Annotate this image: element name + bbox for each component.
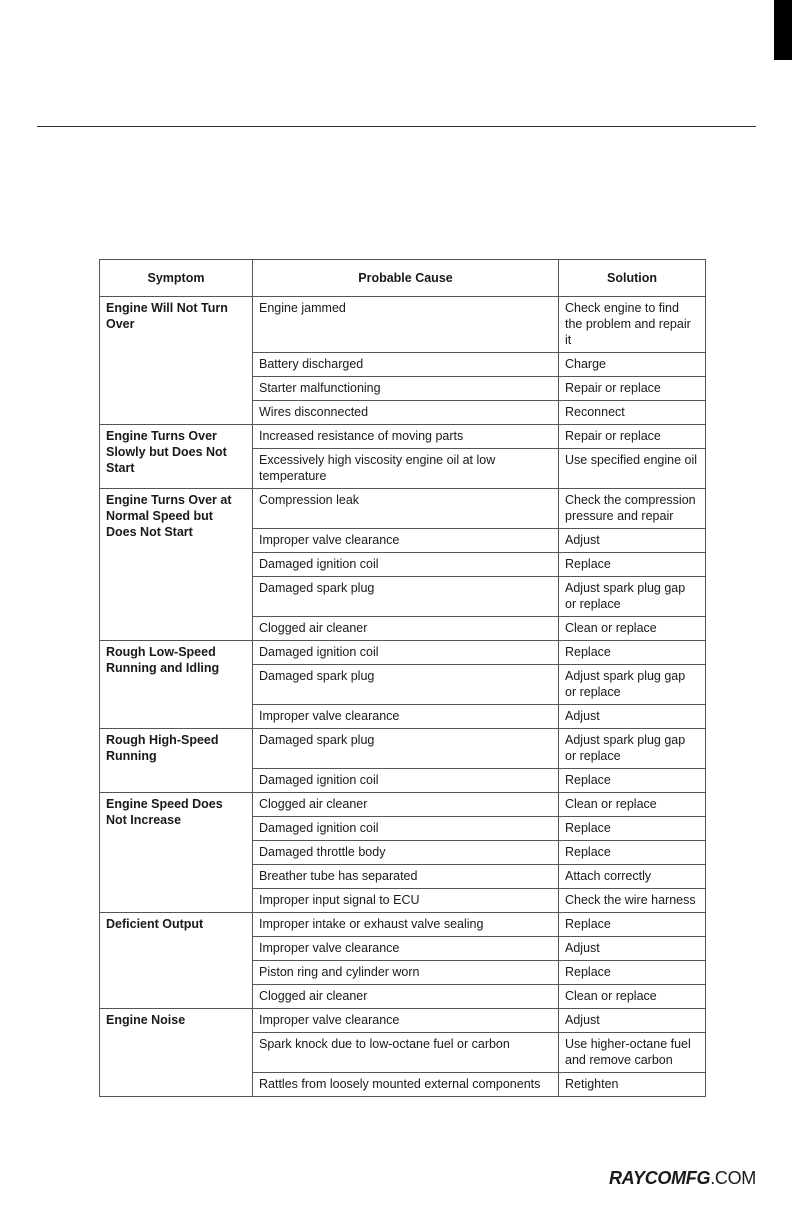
solution-cell: Adjust <box>559 705 706 729</box>
cause-cell: Excessively high viscosity engine oil at low temperature <box>253 449 559 489</box>
cause-cell: Starter malfunctioning <box>253 377 559 401</box>
brand-suffix: .COM <box>710 1168 756 1188</box>
symptom-cell: Engine Turns Over Slowly but Does Not Start <box>100 425 253 489</box>
solution-cell: Repair or replace <box>559 377 706 401</box>
symptom-cell: Rough High-Speed Running <box>100 729 253 793</box>
solution-cell: Adjust spark plug gap or replace <box>559 665 706 705</box>
table-row <box>100 793 706 817</box>
solution-cell: Attach correctly <box>559 865 706 889</box>
cause-cell: Improper valve clearance <box>253 529 559 553</box>
cause-cell: Improper valve clearance <box>253 705 559 729</box>
cause-cell: Damaged spark plug <box>253 665 559 705</box>
solution-cell: Adjust <box>559 1009 706 1033</box>
table-row <box>100 641 706 665</box>
table-row <box>100 729 706 769</box>
solution-cell: Repair or replace <box>559 425 706 449</box>
table-header-row <box>100 260 706 297</box>
cause-cell: Engine jammed <box>253 297 559 353</box>
cause-cell: Battery discharged <box>253 353 559 377</box>
cause-cell: Clogged air cleaner <box>253 617 559 641</box>
cause-cell: Improper input signal to ECU <box>253 889 559 913</box>
header-probable-cause: Probable Cause <box>253 260 559 297</box>
symptom-cell: Engine Will Not Turn Over <box>100 297 253 425</box>
table-row <box>100 297 706 353</box>
solution-cell: Clean or replace <box>559 617 706 641</box>
cause-cell: Breather tube has separated <box>253 865 559 889</box>
cause-cell: Clogged air cleaner <box>253 793 559 817</box>
solution-cell: Replace <box>559 961 706 985</box>
symptom-cell: Engine Noise <box>100 1009 253 1097</box>
solution-cell: Clean or replace <box>559 985 706 1009</box>
solution-cell: Replace <box>559 841 706 865</box>
table-row <box>100 489 706 529</box>
table-row <box>100 913 706 937</box>
symptom-cell: Rough Low-Speed Running and Idling <box>100 641 253 729</box>
solution-cell: Check the compression pressure and repair <box>559 489 706 529</box>
cause-cell: Damaged ignition coil <box>253 553 559 577</box>
corner-tab-mark <box>774 0 792 60</box>
cause-cell: Improper valve clearance <box>253 937 559 961</box>
solution-cell: Charge <box>559 353 706 377</box>
table-row <box>100 425 706 449</box>
solution-cell: Check the wire harness <box>559 889 706 913</box>
solution-cell: Adjust spark plug gap or replace <box>559 577 706 617</box>
cause-cell: Improper valve clearance <box>253 1009 559 1033</box>
symptom-cell: Deficient Output <box>100 913 253 1009</box>
symptom-cell: Engine Turns Over at Normal Speed but Does Not Start <box>100 489 253 641</box>
header-rule <box>37 126 756 127</box>
cause-cell: Damaged throttle body <box>253 841 559 865</box>
solution-cell: Reconnect <box>559 401 706 425</box>
solution-cell: Use higher-octane fuel and remove carbon <box>559 1033 706 1073</box>
cause-cell: Compression leak <box>253 489 559 529</box>
cause-cell: Damaged spark plug <box>253 577 559 617</box>
header-solution: Solution <box>559 260 706 297</box>
cause-cell: Wires disconnected <box>253 401 559 425</box>
solution-cell: Adjust <box>559 937 706 961</box>
solution-cell: Replace <box>559 553 706 577</box>
solution-cell: Use specified engine oil <box>559 449 706 489</box>
cause-cell: Damaged spark plug <box>253 729 559 769</box>
solution-cell: Adjust spark plug gap or replace <box>559 729 706 769</box>
solution-cell: Check engine to find the problem and repair it <box>559 297 706 353</box>
solution-cell: Adjust <box>559 529 706 553</box>
cause-cell: Increased resistance of moving parts <box>253 425 559 449</box>
cause-cell: Spark knock due to low-octane fuel or carbon <box>253 1033 559 1073</box>
brand-footer <box>560 1168 756 1189</box>
solution-cell: Replace <box>559 769 706 793</box>
cause-cell: Clogged air cleaner <box>253 985 559 1009</box>
table-row <box>100 1009 706 1033</box>
cause-cell: Damaged ignition coil <box>253 769 559 793</box>
cause-cell: Improper intake or exhaust valve sealing <box>253 913 559 937</box>
solution-cell: Replace <box>559 641 706 665</box>
solution-cell: Retighten <box>559 1073 706 1097</box>
symptom-cell: Engine Speed Does Not Increase <box>100 793 253 913</box>
troubleshooting-table <box>99 259 706 1097</box>
brand-name: RAYCOMFG <box>608 1168 711 1188</box>
cause-cell: Damaged ignition coil <box>253 817 559 841</box>
solution-cell: Clean or replace <box>559 793 706 817</box>
solution-cell: Replace <box>559 913 706 937</box>
cause-cell: Rattles from loosely mounted external components <box>253 1073 559 1097</box>
solution-cell: Replace <box>559 817 706 841</box>
cause-cell: Piston ring and cylinder worn <box>253 961 559 985</box>
cause-cell: Damaged ignition coil <box>253 641 559 665</box>
header-symptom: Symptom <box>100 260 253 297</box>
